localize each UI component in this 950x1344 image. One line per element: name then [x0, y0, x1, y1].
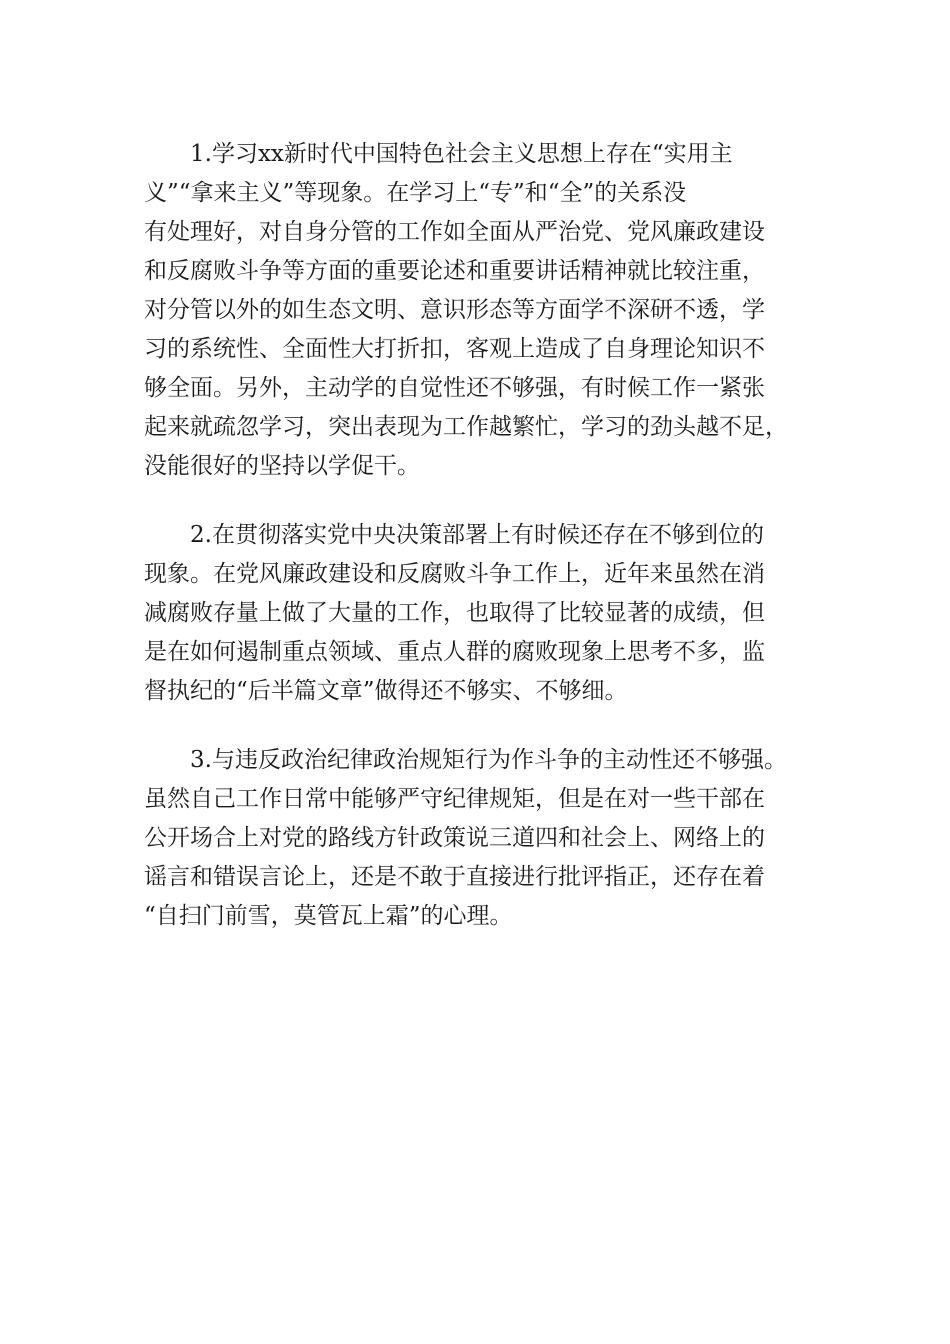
paragraph-line: “自扫门前雪，莫管瓦上霜”的心理。 — [144, 903, 513, 929]
paragraph-line: 谣言和错误言论上，还是不敢于直接进行批评指正，还存在着 — [144, 864, 765, 890]
paragraph-line: 和反腐败斗争等方面的重要论述和重要讲话精神就比较注重， — [144, 258, 765, 284]
document-body — [144, 135, 804, 966]
paragraph-line: 起来就疏忽学习，突出表现为工作越繁忙，学习的劲头越不足， — [144, 414, 788, 440]
paragraph-line: 督执纪的“后半篇文章”做得还不够实、不够细。 — [144, 678, 628, 704]
paragraph-line: 公开场合上对党的路线方针政策说三道四和社会上、网络上的 — [144, 825, 765, 851]
paragraph-line: 1.学习xx新时代中国特色社会主义思想上存在“实用主 — [190, 141, 733, 167]
paragraph-line: 够全面。另外，主动学的自觉性还不够强，有时候工作一紧张 — [144, 375, 765, 401]
paragraph-line: 2.在贯彻落实党中央决策部署上有时候还存在不够到位的 — [190, 522, 764, 548]
paragraph-line: 习的系统性、全面性大打折扣，客观上造成了自身理论知识不 — [144, 336, 765, 362]
paragraph-line: 没能很好的坚持以学促干。 — [144, 453, 420, 479]
paragraph-line: 3.与违反政治纪律政治规矩行为作斗争的主动性还不够强。 — [190, 747, 787, 773]
paragraph-1 — [144, 135, 804, 486]
paragraph-line: 对分管以外的如生态文明、意识形态等方面学不深研不透，学 — [144, 297, 765, 323]
paragraph-line: 现象。在党风廉政建设和反腐败斗争工作上，近年来虽然在消 — [144, 561, 765, 587]
paragraph-line: 虽然自己工作日常中能够严守纪律规矩，但是在对一些干部在 — [144, 786, 765, 812]
paragraph-2 — [144, 516, 804, 711]
paragraph-3 — [144, 741, 804, 936]
paragraph-line: 有处理好，对自身分管的工作如全面从严治党、党风廉政建设 — [144, 219, 765, 245]
paragraph-line: 是在如何遏制重点领域、重点人群的腐败现象上思考不多，监 — [144, 639, 765, 665]
paragraph-line: 义”“拿来主义”等现象。在学习上“专”和“全”的关系没 — [144, 180, 687, 206]
paragraph-line: 减腐败存量上做了大量的工作，也取得了比较显著的成绩，但 — [144, 600, 765, 626]
